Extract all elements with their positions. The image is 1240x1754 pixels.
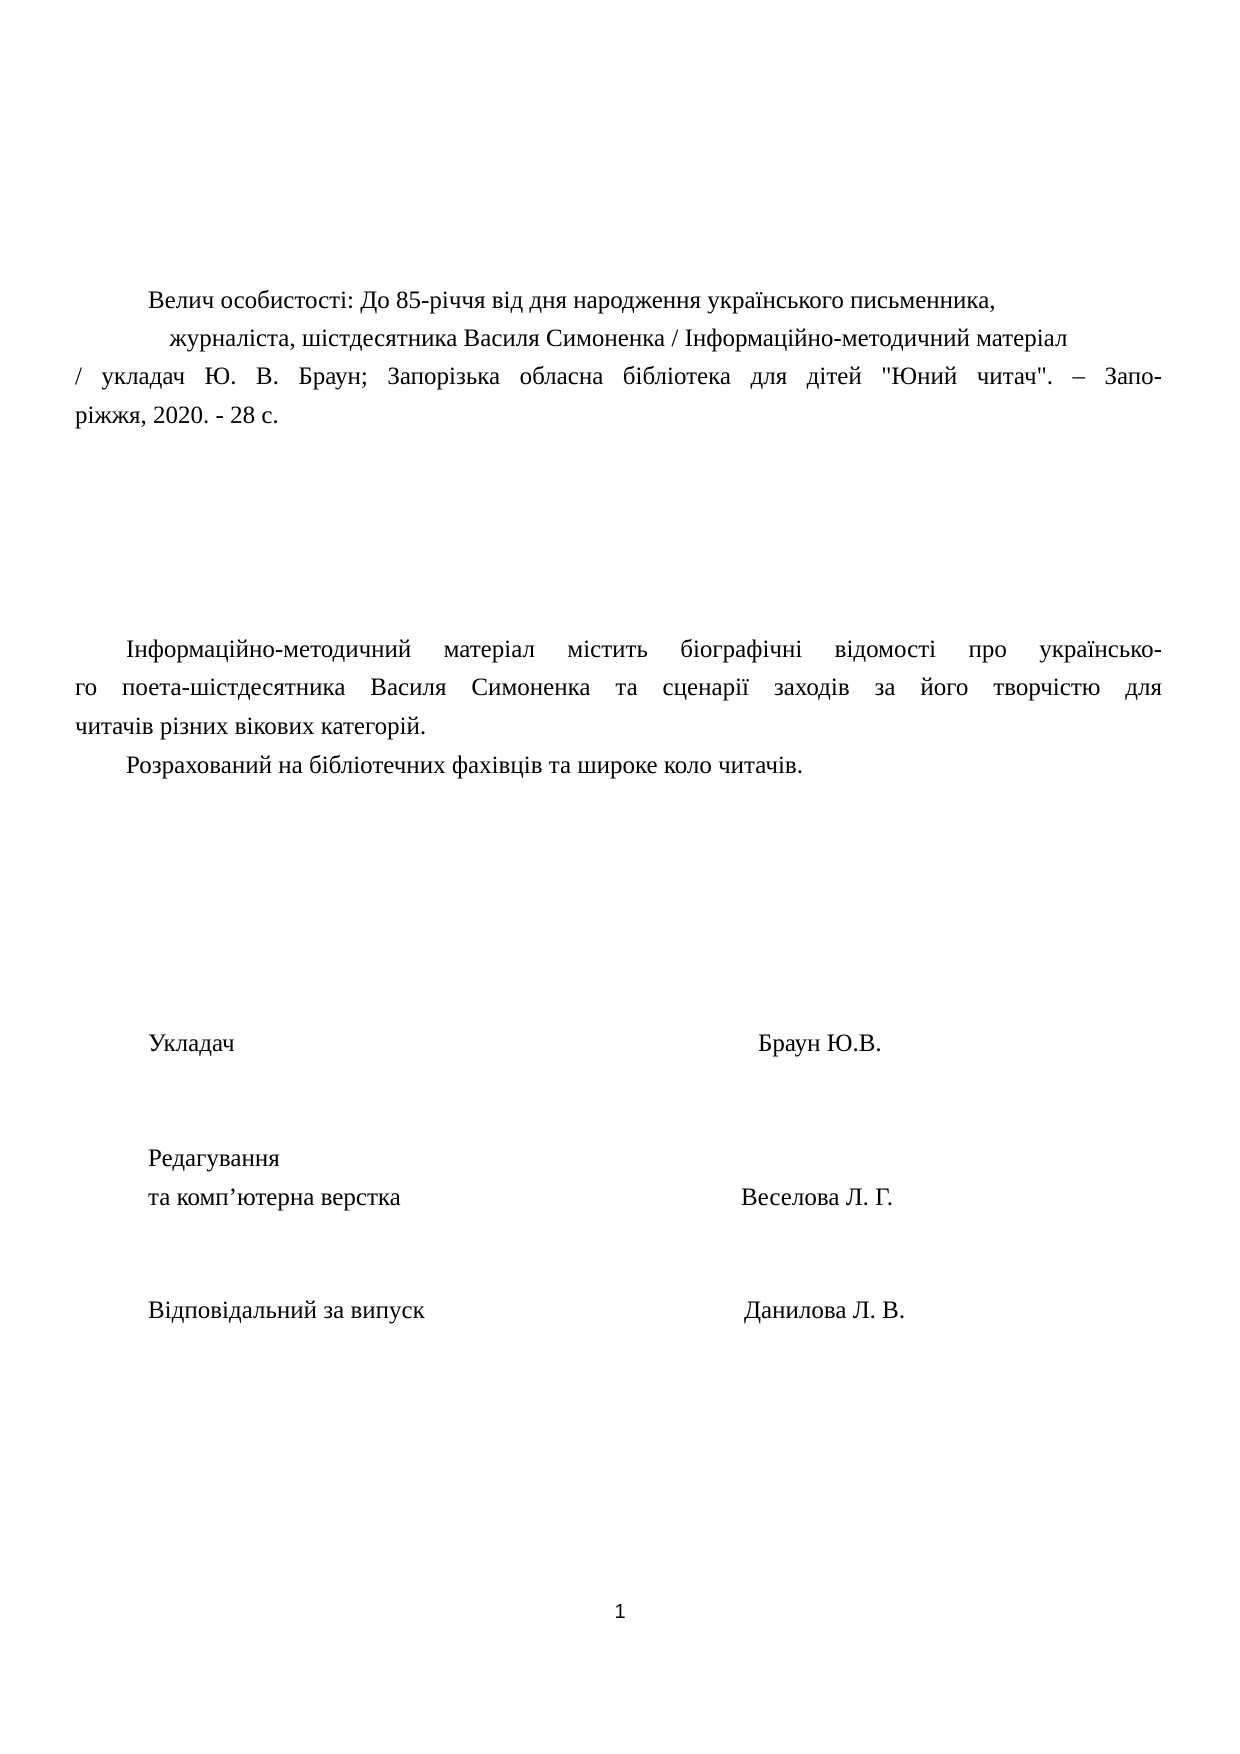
editing-role-line-1: Редагування bbox=[148, 1145, 280, 1172]
annotation-line-1: Інформаційно-методичний матеріал містить біографічні відомості про українсько- bbox=[126, 636, 1162, 663]
page-number: 1 bbox=[614, 1601, 626, 1623]
compiler-role: Укладач bbox=[148, 1030, 235, 1057]
annotation-line-4: Розрахований на бібліотечних фахівців та широке коло читачів. bbox=[126, 752, 803, 779]
editing-role-line-2: та комп’ютерна верстка bbox=[148, 1184, 401, 1211]
annotation-line-3: читачів різних вікових категорій. bbox=[75, 713, 427, 740]
compiler-name: Браун Ю.В. bbox=[758, 1030, 882, 1057]
citation-line-3: / укладач Ю. В. Браун; Запорізька обласна бібліотека для дітей "Юний читач". – Запо- bbox=[75, 363, 1162, 390]
citation-line-2: журналіста, шістдесятника Василя Симоненка / Інформаційно-методичний матеріал bbox=[169, 325, 1068, 352]
editing-name: Веселова Л. Г. bbox=[741, 1184, 894, 1211]
responsible-name: Данилова Л. В. bbox=[744, 1297, 906, 1324]
annotation-line-2: го поета-шістдесятника Василя Симоненка та сценарії заходів за його творчістю для bbox=[75, 674, 1162, 701]
responsible-role: Відповідальний за випуск bbox=[148, 1297, 425, 1324]
citation-line-1: Велич особистості: До 85-річчя від дня народження українського письменника, bbox=[148, 287, 996, 314]
citation-line-4: ріжжя, 2020. - 28 с. bbox=[75, 402, 279, 429]
